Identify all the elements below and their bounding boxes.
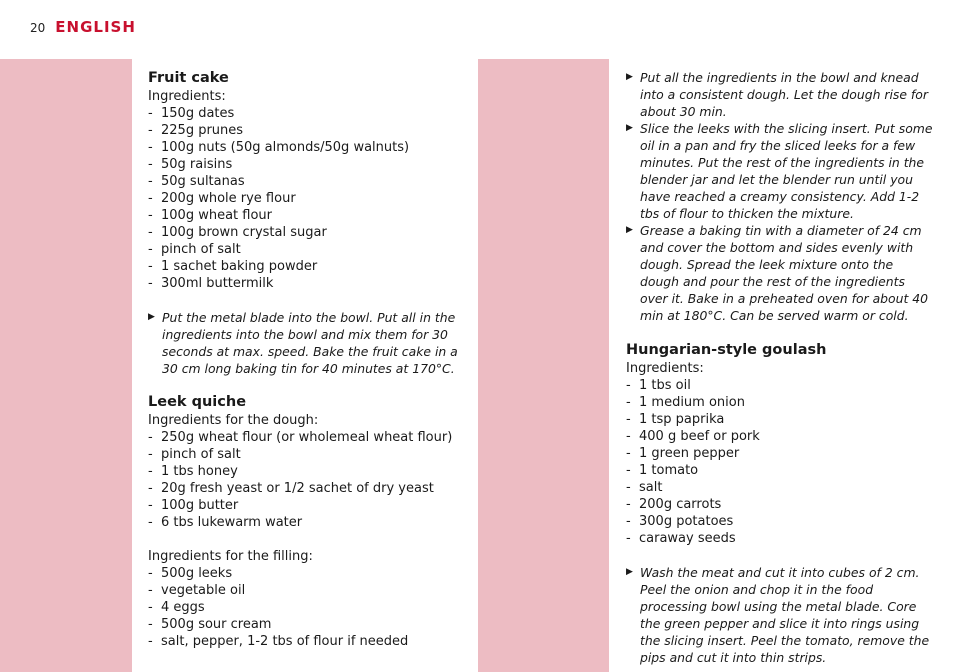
list-item: - 100g brown crystal sugar: [148, 225, 327, 240]
recipe-title: Hungarian-style goulash: [626, 342, 827, 358]
triangle-bullet-icon: ▶: [626, 225, 633, 235]
list-item: - 100g nuts (50g almonds/50g walnuts): [148, 140, 410, 155]
ingredients-label: Ingredients:: [148, 89, 226, 104]
left-column: [148, 69, 470, 650]
list-item: - 200g carrots: [626, 497, 722, 512]
recipe-leek-quiche: [148, 393, 470, 650]
list-item: - 225g prunes: [148, 123, 244, 138]
triangle-bullet-icon: ▶: [626, 123, 633, 133]
list-item: - 50g sultanas: [148, 174, 245, 189]
instruction-step: ▶ Put the metal blade into the bowl. Put all in the ingredients into the bowl and mix them for 30 seconds at max. speed. Bake the fruit cake in a 30 cm long baking tin for 40 minutes at 170°C.: [148, 310, 458, 376]
list-item: - vegetable oil: [148, 583, 246, 598]
list-item: - 1 tbs honey: [148, 464, 238, 479]
recipe-fruit-cake: [148, 69, 470, 377]
leek-quiche-steps: [626, 69, 936, 324]
list-item: - 200g whole rye flour: [148, 191, 296, 206]
triangle-bullet-icon: ▶: [626, 567, 633, 577]
list-item: - 20g fresh yeast or 1/2 sachet of dry yeast: [148, 481, 434, 496]
dough-ingredient-list: [148, 429, 470, 531]
instruction-step: ▶ Grease a baking tin with a diameter of 24 cm and cover the bottom and sides evenly with dough. Spread the leek mixture onto the dough and pour the rest of the ingredients over it. Bake in a preheated oven for about 40 min at 180°C. Can be served warm or cold.: [626, 223, 929, 323]
ingredient-list: [148, 105, 470, 292]
list-item: - 1 tomato: [626, 463, 699, 478]
list-item: - 1 sachet baking powder: [148, 259, 318, 274]
list-item: - 1 tsp paprika: [626, 412, 725, 427]
filling-label: Ingredients for the filling:: [148, 549, 313, 564]
list-item: - 300g potatoes: [626, 514, 734, 529]
list-item: - 6 tbs lukewarm water: [148, 515, 303, 530]
recipe-title: Fruit cake: [148, 70, 229, 86]
list-item: - 4 eggs: [148, 600, 205, 615]
list-item: - salt, pepper, 1-2 tbs of flour if needed: [148, 634, 409, 649]
right-column: [626, 69, 936, 666]
instruction-step: ▶ Put all the ingredients in the bowl and knead into a consistent dough. Let the dough rise for about 30 min.: [626, 70, 928, 119]
triangle-bullet-icon: ▶: [148, 312, 155, 322]
ingredients-label: Ingredients:: [626, 361, 704, 376]
recipe-title: Leek quiche: [148, 394, 247, 410]
list-item: - 1 green pepper: [626, 446, 740, 461]
recipe-goulash: [626, 341, 936, 666]
list-item: - salt: [626, 480, 663, 495]
list-item: - caraway seeds: [626, 531, 736, 546]
left-margin-band: [0, 59, 132, 672]
list-item: - 500g leeks: [148, 566, 233, 581]
page-number: 20: [30, 21, 46, 35]
ingredient-list: [626, 377, 936, 547]
list-item: - 1 tbs oil: [626, 378, 691, 393]
list-item: - 50g raisins: [148, 157, 233, 172]
list-item: - pinch of salt: [148, 242, 241, 257]
list-item: - 100g butter: [148, 498, 239, 513]
triangle-bullet-icon: ▶: [626, 72, 633, 82]
language-heading: ENGLISH: [55, 18, 136, 36]
filling-ingredient-list: [148, 565, 470, 650]
list-item: - 300ml buttermilk: [148, 276, 274, 291]
list-item: - 100g wheat flour: [148, 208, 272, 223]
list-item: - 400 g beef or pork: [626, 429, 760, 444]
instruction-step: ▶ Wash the meat and cut it into cubes of 2 cm. Peel the onion and chop it in the food processing bowl using the metal blade. Core the green pepper and slice it into rings using the slicing insert. Peel the tomato, remove the pips and cut it into thin strips.: [626, 565, 930, 665]
instruction-step: ▶ Slice the leeks with the slicing insert. Put some oil in a pan and fry the sliced leeks for a few minutes. Put the rest of the ingredients in the blender jar and let the blender run until you have reached a creamy consistency. Add 1-2 tbs of flour to thicken the mixture.: [626, 121, 933, 221]
list-item: - 500g sour cream: [148, 617, 272, 632]
list-item: - 1 medium onion: [626, 395, 745, 410]
list-item: - 250g wheat flour (or wholemeal wheat flour): [148, 430, 453, 445]
dough-label: Ingredients for the dough:: [148, 413, 319, 428]
middle-margin-band: [478, 59, 609, 672]
list-item: - pinch of salt: [148, 447, 241, 462]
list-item: - 150g dates: [148, 106, 235, 121]
page-header: [30, 18, 136, 38]
